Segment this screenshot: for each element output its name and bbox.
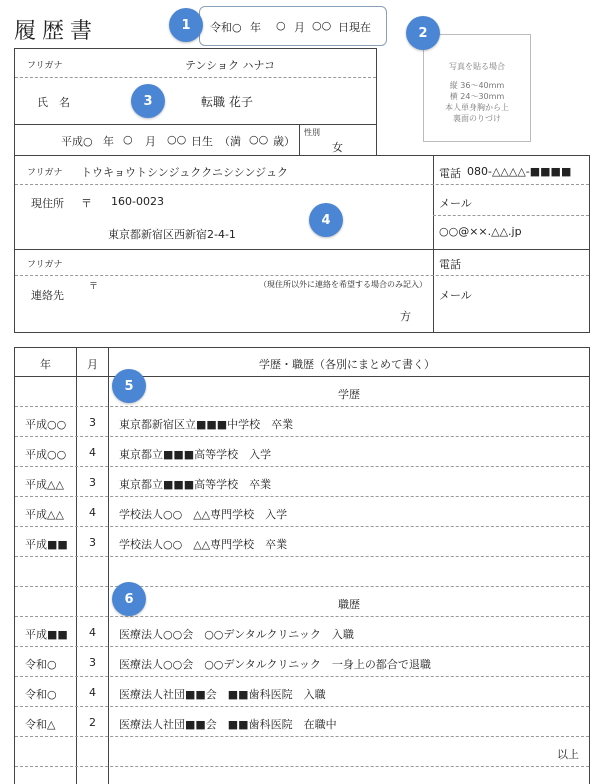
divider — [15, 184, 589, 185]
address-furigana-value: トウキョウトシンジュククニシシンジュク — [81, 166, 288, 179]
history-month: 3 — [89, 416, 96, 429]
birth-month-unit: 月 — [145, 135, 156, 148]
date-era: 令和○ — [210, 21, 242, 34]
photo-note-line: 写真を貼る場合 — [449, 62, 505, 71]
marker-4: 4 — [309, 203, 343, 237]
birth-year-unit: 年 — [103, 135, 114, 148]
marker-6: 6 — [112, 582, 146, 616]
age-value: ○○ — [249, 133, 269, 146]
personal-info-box — [14, 48, 377, 156]
furigana-value: テンショク ハナコ — [185, 59, 276, 72]
history-year: 令和○ — [25, 688, 57, 701]
row-divider — [15, 556, 589, 557]
date-month: ○ — [276, 19, 286, 32]
photo-placeholder — [423, 34, 531, 142]
row-divider — [15, 646, 589, 647]
address-furigana-label: フリガナ — [27, 168, 63, 178]
history-year: 平成■■ — [25, 628, 68, 641]
gender-label: 性別 — [304, 128, 320, 137]
email-value: ○○@××.△△.jp — [439, 225, 522, 238]
email-label: メール — [439, 197, 472, 210]
history-year: 平成○○ — [25, 418, 67, 431]
date-day-unit: 日現在 — [338, 21, 371, 34]
row-divider — [15, 676, 589, 677]
postal-mark: 〒 — [81, 197, 92, 210]
history-month: 2 — [89, 716, 96, 729]
marker-3: 3 — [131, 84, 165, 118]
name-label: 氏 名 — [37, 96, 70, 109]
row-divider — [15, 736, 589, 737]
marker-1: 1 — [169, 8, 203, 42]
date-month-unit: 月 — [294, 21, 305, 34]
resume-title: 履歴書 — [14, 19, 99, 44]
gender-value: 女 — [332, 141, 343, 154]
history-content: 東京都新宿区立■■■中学校 卒業 — [119, 418, 294, 431]
marker-5: 5 — [112, 369, 146, 403]
divider — [433, 215, 589, 216]
history-year: 平成○○ — [25, 448, 67, 461]
history-content: 学校法人○○ △△専門学校 入学 — [119, 508, 288, 521]
history-header-year: 年 — [40, 358, 51, 371]
row-divider — [15, 466, 589, 467]
row-divider — [15, 706, 589, 707]
row-divider — [15, 526, 589, 527]
contact-note: （現住所以外に連絡を希望する場合のみ記入） — [259, 280, 427, 289]
birth-era: 平成○ — [61, 135, 93, 148]
address-value: 東京都新宿区西新宿2-4-1 — [108, 228, 236, 241]
divider — [15, 275, 589, 276]
date-box — [199, 6, 387, 46]
history-month: 4 — [89, 506, 96, 519]
history-month: 4 — [89, 686, 96, 699]
birth-day: ○○ — [167, 133, 187, 146]
history-header-content: 学歴・職歴（各別にまとめて書く） — [259, 358, 435, 371]
history-content: 東京都立■■■高等学校 卒業 — [119, 478, 272, 491]
history-content: 医療法人社団■■会 ■■歯科医院 入職 — [119, 688, 326, 701]
history-year: 平成△△ — [25, 478, 64, 491]
phone-label: 電話 — [439, 167, 461, 180]
history-month: 3 — [89, 656, 96, 669]
history-month: 3 — [89, 476, 96, 489]
history-content: 医療法人○○会 ○○デンタルクリニック 入職 — [119, 628, 354, 641]
history-content: 東京都立■■■高等学校 入学 — [119, 448, 272, 461]
history-section-heading: 職歴 — [338, 598, 360, 611]
furigana-label: フリガナ — [27, 61, 63, 71]
age-prefix: （満 — [219, 135, 241, 148]
date-day: ○○ — [312, 19, 332, 32]
photo-note-line: 本人単身胸から上 — [445, 103, 509, 112]
history-content: 医療法人社団■■会 ■■歯科医院 在職中 — [119, 718, 337, 731]
photo-note-line: 縦 36〜40mm — [449, 81, 505, 90]
divider — [15, 249, 589, 250]
date-year-unit: 年 — [250, 21, 261, 34]
history-year: 令和△ — [25, 718, 56, 731]
history-year: 平成△△ — [25, 508, 64, 521]
history-month: 4 — [89, 446, 96, 459]
contact-postal-mark: 〒 — [89, 282, 99, 292]
photo-note-line: 裏面のりづけ — [453, 114, 501, 123]
history-section-heading: 学歴 — [338, 388, 360, 401]
divider — [433, 156, 434, 332]
address-label: 現住所 — [31, 197, 64, 210]
divider — [15, 376, 589, 377]
divider — [299, 124, 300, 156]
row-divider — [15, 586, 589, 587]
contact-email-label: メール — [439, 289, 472, 302]
history-year: 平成■■ — [25, 538, 68, 551]
postal-code: 160-0023 — [111, 195, 164, 208]
name-value: 転職 花子 — [201, 95, 253, 109]
history-header-month: 月 — [87, 358, 98, 371]
row-divider — [15, 496, 589, 497]
row-divider — [15, 766, 589, 767]
history-month: 3 — [89, 536, 96, 549]
row-divider — [15, 406, 589, 407]
birth-month: ○ — [123, 133, 133, 146]
phone-value: 080-△△△△-■■■■ — [467, 165, 572, 178]
row-divider — [15, 436, 589, 437]
photo-note-line: 横 24〜30mm — [449, 92, 505, 101]
divider — [15, 124, 376, 125]
address-box — [14, 155, 590, 333]
row-divider — [15, 616, 589, 617]
history-end-mark: 以上 — [557, 748, 579, 761]
marker-2: 2 — [406, 16, 440, 50]
divider — [108, 348, 109, 784]
divider — [15, 77, 376, 78]
contact-phone-label: 電話 — [439, 258, 461, 271]
history-table — [14, 347, 590, 784]
history-content: 学校法人○○ △△専門学校 卒業 — [119, 538, 288, 551]
contact-label: 連絡先 — [31, 289, 64, 302]
contact-suffix: 方 — [400, 310, 411, 323]
contact-furigana-label: フリガナ — [27, 260, 63, 270]
history-year: 令和○ — [25, 658, 57, 671]
divider — [76, 348, 77, 784]
history-month: 4 — [89, 626, 96, 639]
history-content: 医療法人○○会 ○○デンタルクリニック 一身上の都合で退職 — [119, 658, 431, 671]
age-suffix: 歳） — [273, 135, 295, 148]
birth-day-unit: 日生 — [191, 135, 213, 148]
